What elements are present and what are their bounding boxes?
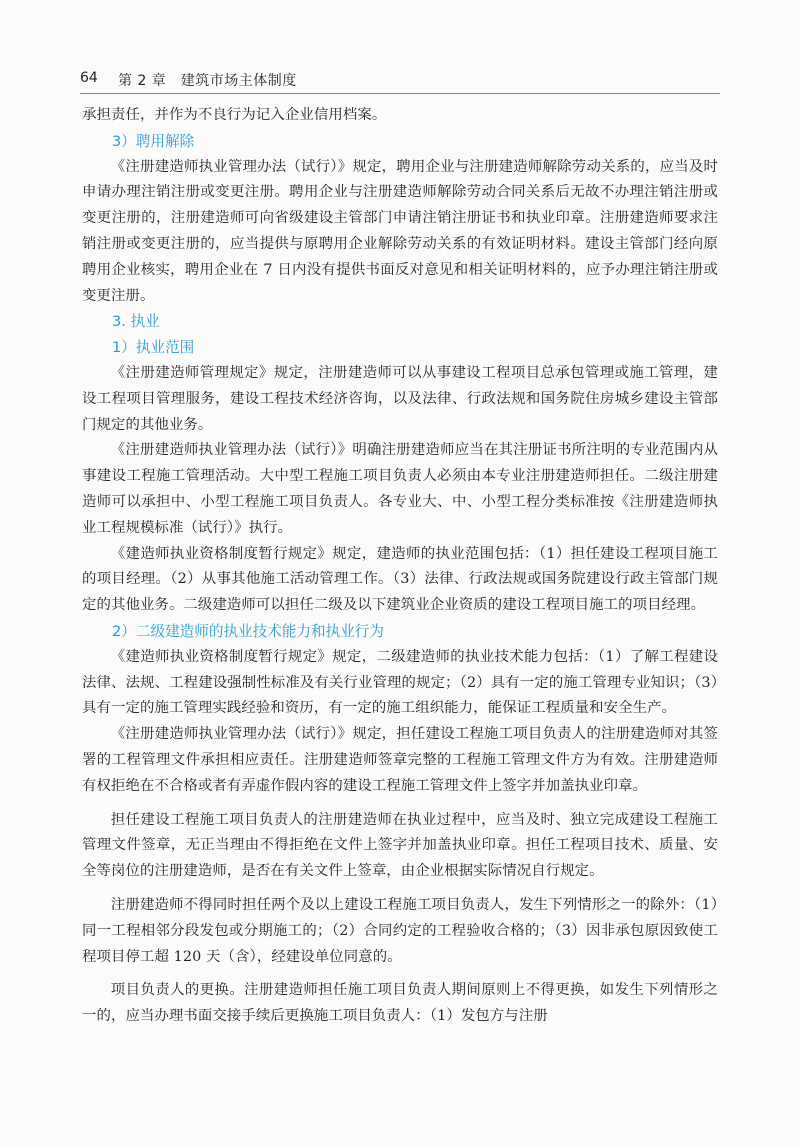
subheading-practice-scope: 1）执业范围	[112, 339, 195, 357]
header-rule	[80, 93, 720, 94]
section-heading-practice: 3. 执业	[112, 313, 160, 331]
paragraph-signing-duty: 担任建设工程施工项目负责人的注册建造师在执业过程中，应当及时、独立完成建设工程施工管理文件签章，无正当理由不得拒绝在文件上签字并加盖执业印章。担任工程项目技术、质量、安全等岗位的注册建造师，是否在有关文件上签章，由企业根据实际情况自行规定。	[82, 811, 718, 880]
paragraph-continuation: 承担责任，并作为不良行为记入企业信用档案。	[82, 107, 387, 123]
paragraph-termination-rules: 《注册建造师执业管理办法（试行）》规定，聘用企业与注册建造师解除劳动关系的，应当及时申请办理注销注册或变更注册。聘用企业与注册建造师解除劳动合同关系后无故不办理注销注册或变更注册的，注册建造师可向省级建设主管部门申请注销注册证书和执业印章。注册建造师要求注销注册或变更注册的，应当提供与原聘用企业解除劳动关系的有效证明材料。建设主管部门经向原聘用企业核实，聘用企业在 7 日内没有提供书面反对意见和相关证明材料的，应予办理注销注册或变更注册。	[82, 158, 718, 304]
page-body	[82, 103, 718, 1030]
paragraph-scope-measures: 《注册建造师执业管理办法（试行）》明确注册建造师应当在其注册证书所注明的专业范围内从事建设工程施工管理活动。大中型工程施工项目负责人必须由本专业注册建造师担任。二级注册建造师可以承担中、小型工程施工项目负责人。各专业大、中、小型工程分类标准按《注册建造师执业工程规模标准（试行）》执行。	[82, 442, 718, 536]
page-number: 64	[80, 70, 98, 86]
chapter-title: 第 2 章 建筑市场主体制度	[118, 73, 297, 89]
paragraph-scope-qualification: 《建造师执业资格制度暂行规定》规定，建造师的执业范围包括：（1）担任建设工程项目施工的项目经理。（2）从事其他施工活动管理工作。（3）法律、行政法规或国务院建设行政主管部门规定的其他业务。二级建造师可以担任二级及以下建筑业企业资质的建设工程项目施工的项目经理。	[82, 545, 718, 614]
subheading-technical-ability: 2）二级建造师的执业技术能力和执业行为	[112, 622, 384, 640]
paragraph-replacement: 项目负责人的更换。注册建造师担任施工项目负责人期间原则上不得更换，如发生下列情形之一的，应当办理书面交接手续后更换施工项目负责人：（1）发包方与注册	[82, 982, 718, 1025]
paragraph-technical-ability: 《建造师执业资格制度暂行规定》规定，二级建造师的执业技术能力包括：（1）了解工程建设法律、法规、工程建设强制性标准及有关行业管理的规定；（2）具有一定的施工管理专业知识；（3）具有一定的施工管理实践经验和资历，有一定的施工组织能力，能保证工程质量和安全生产。	[82, 648, 718, 717]
running-header	[80, 66, 720, 94]
paragraph-concurrent-projects: 注册建造师不得同时担任两个及以上建设工程施工项目负责人，发生下列情形之一的除外：（1）同一工程相邻分段发包或分期施工的；（2）合同约定的工程验收合格的；（3）因非承包原因致使工程项目停工超 120 天（含），经建设单位同意的。	[82, 896, 718, 965]
paragraph-scope-regulation: 《注册建造师管理规定》规定，注册建造师可以从事建设工程项目总承包管理或施工管理，建设工程项目管理服务，建设工程技术经济咨询，以及法律、行政法规和国务院住房城乡建设主管部门规定的其他业务。	[82, 364, 718, 433]
subheading-employment-termination: 3）聘用解除	[112, 132, 195, 150]
paragraph-signing-responsibility: 《注册建造师执业管理办法（试行）》规定，担任建设工程施工项目负责人的注册建造师对其签署的工程管理文件承担相应责任。注册建造师签章完整的工程施工管理文件方为有效。注册建造师有权拒绝在不合格或者有弄虚作假内容的建设工程施工管理文件上签字并加盖执业印章。	[82, 726, 718, 794]
